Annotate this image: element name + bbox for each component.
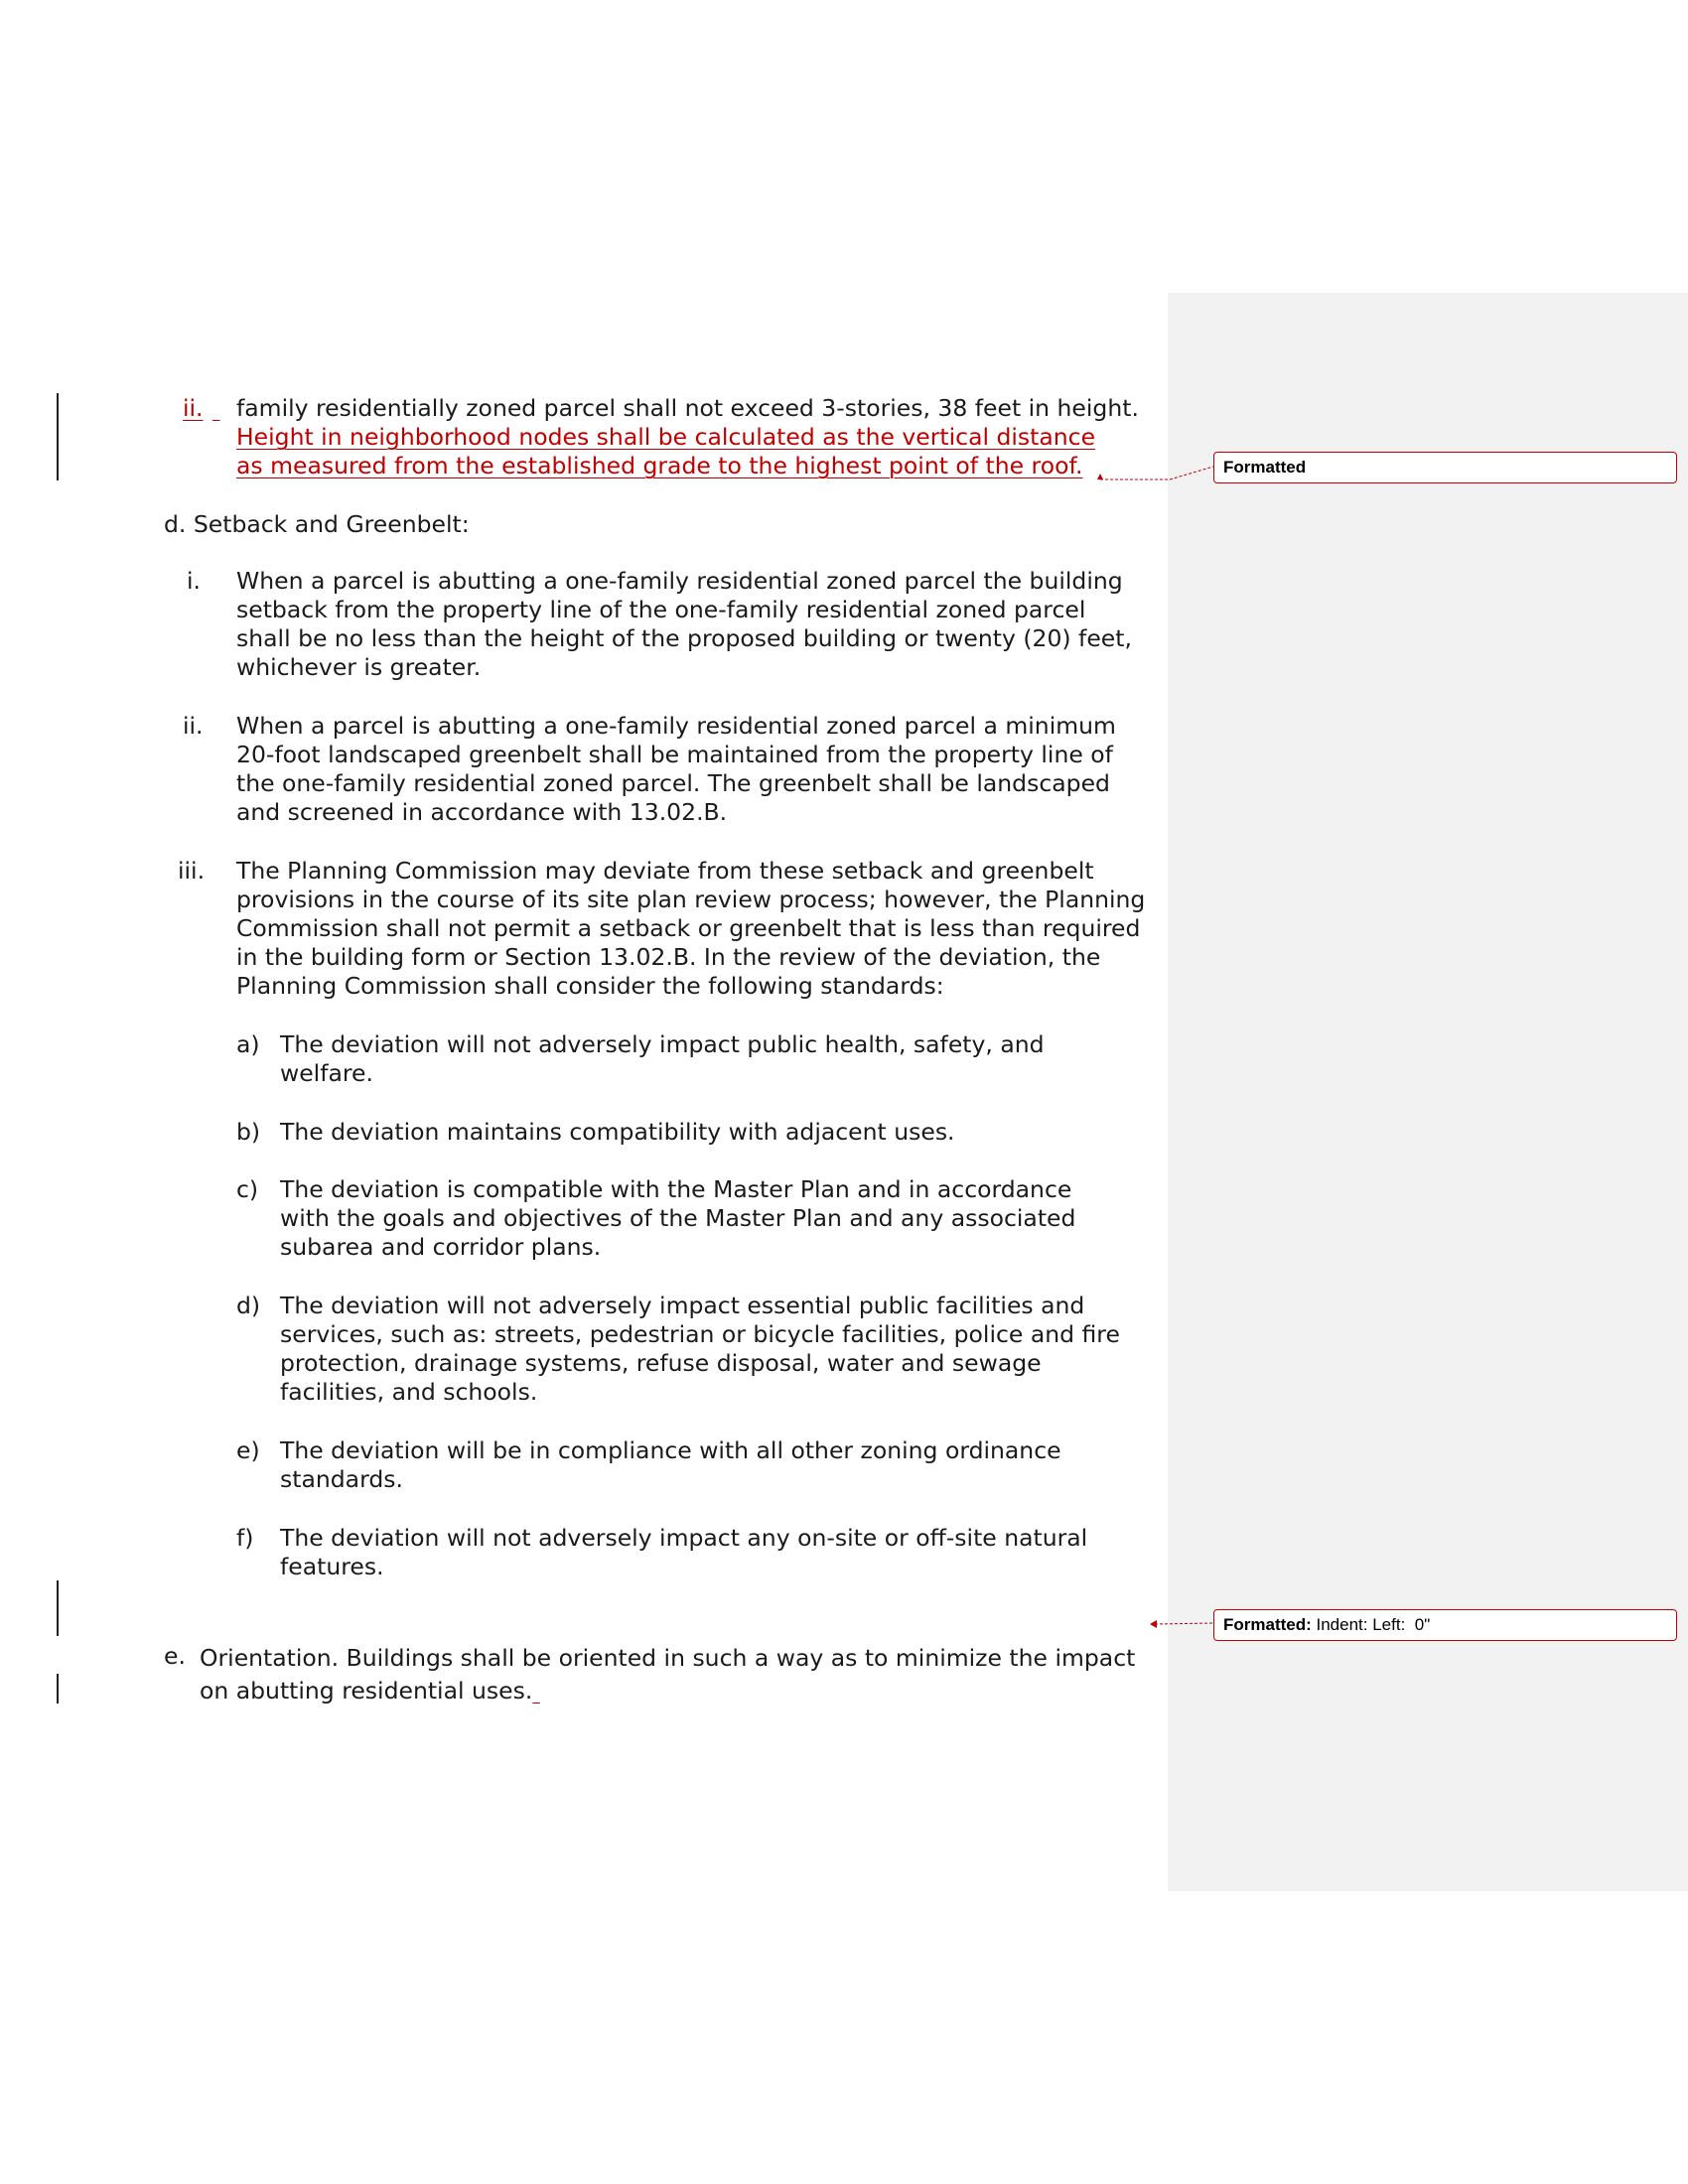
formatted-balloon[interactable] bbox=[1213, 452, 1677, 483]
text-line: welfare. bbox=[280, 1059, 373, 1087]
standard-item-letter: c) bbox=[236, 1175, 259, 1203]
text-line: provisions in the course of its site plan review process; however, the Planning bbox=[236, 886, 1146, 913]
list-item-text bbox=[236, 712, 1116, 827]
list-item-number: i. bbox=[187, 567, 201, 595]
markup-pane bbox=[1168, 293, 1688, 1891]
text-line: in the building form or Section 13.02.B. In the review of the deviation, the bbox=[236, 943, 1101, 971]
formatted-balloon[interactable] bbox=[1213, 1609, 1677, 1641]
text-segment: on abutting residential uses. bbox=[200, 1677, 533, 1705]
text-line: features. bbox=[280, 1553, 384, 1580]
text-line: When a parcel is abutting a one-family residential zoned parcel the building bbox=[236, 567, 1123, 595]
text-line: protection, drainage systems, refuse disposal, water and sewage bbox=[280, 1349, 1042, 1377]
inserted-text-line: Height in neighborhood nodes shall be calculated as the vertical distance bbox=[236, 423, 1096, 451]
standard-item-text bbox=[280, 1292, 1120, 1407]
list-item-number: iii. bbox=[178, 857, 206, 885]
text-line: The deviation will not adversely impact public health, safety, and bbox=[280, 1030, 1045, 1058]
text-line: 20-foot landscaped greenbelt shall be maintained from the property line of bbox=[236, 741, 1113, 768]
text-line: with the goals and objectives of the Master Plan and any associated bbox=[280, 1204, 1076, 1232]
text-line: facilities, and schools. bbox=[280, 1378, 538, 1406]
text-line: whichever is greater. bbox=[236, 653, 482, 681]
text-line: The deviation maintains compatibility with adjacent uses. bbox=[280, 1118, 955, 1146]
standard-item-text bbox=[280, 1118, 955, 1147]
text-line: and screened in accordance with 13.02.B. bbox=[236, 798, 728, 826]
text-line bbox=[200, 1675, 1135, 1707]
text-line: When a parcel is abutting a one-family residential zoned parcel a minimum bbox=[236, 712, 1116, 740]
text-line: the one-family residential zoned parcel. The greenbelt shall be landscaped bbox=[236, 769, 1110, 797]
standard-item-letter: b) bbox=[236, 1118, 261, 1146]
text-line: subarea and corridor plans. bbox=[280, 1233, 602, 1261]
text-line: Commission shall not permit a setback or greenbelt that is less than required bbox=[236, 914, 1141, 942]
text-line: Planning Commission shall consider the following standards: bbox=[236, 972, 944, 1000]
text-line: The Planning Commission may deviate from these setback and greenbelt bbox=[236, 857, 1094, 885]
inserted-space-marker bbox=[532, 1675, 554, 1707]
text-line: The deviation is compatible with the Master Plan and in accordance bbox=[280, 1175, 1072, 1203]
balloon-label: Formatted bbox=[1223, 458, 1307, 477]
section-d-heading: d. Setback and Greenbelt: bbox=[164, 510, 470, 538]
standard-item-letter: d) bbox=[236, 1292, 261, 1319]
intro-item-number: ii. bbox=[183, 394, 204, 422]
text-line: Orientation. Buildings shall be oriented in such a way as to minimize the impact bbox=[200, 1644, 1136, 1672]
tab-marker bbox=[212, 394, 236, 423]
intro-item-text: family residentially zoned parcel shall not exceed 3-stories, 38 feet in height. bbox=[236, 394, 1139, 422]
standard-item-letter: f) bbox=[236, 1524, 254, 1552]
balloon-label: Formatted: bbox=[1223, 1615, 1312, 1634]
text-line: services, such as: streets, pedestrian or bicycle facilities, police and fire bbox=[280, 1320, 1120, 1348]
standard-item-text bbox=[280, 1030, 1045, 1088]
section-e-letter: e. bbox=[164, 1642, 186, 1670]
inserted-text-line: as measured from the established grade to the highest point of the roof. bbox=[236, 452, 1083, 479]
standard-item-letter: a) bbox=[236, 1030, 260, 1058]
text-line: The deviation will be in compliance with all other zoning ordinance bbox=[280, 1436, 1061, 1464]
list-item-text bbox=[236, 567, 1132, 682]
text-line: The deviation will not adversely impact essential public facilities and bbox=[280, 1292, 1085, 1319]
text-line: shall be no less than the height of the proposed building or twenty (20) feet, bbox=[236, 624, 1132, 652]
section-e-text bbox=[200, 1642, 1135, 1707]
text-line: The deviation will not adversely impact any on-site or off-site natural bbox=[280, 1524, 1088, 1552]
balloon-detail: Indent: Left: 0" bbox=[1311, 1615, 1431, 1634]
standard-item-text bbox=[280, 1436, 1061, 1494]
standard-item-text bbox=[280, 1524, 1087, 1581]
standard-item-letter: e) bbox=[236, 1436, 260, 1464]
list-item-number: ii. bbox=[183, 712, 204, 740]
text-line: standards. bbox=[280, 1465, 403, 1493]
standard-item-text bbox=[280, 1175, 1075, 1262]
text-line: setback from the property line of the one-family residential zoned parcel bbox=[236, 596, 1086, 623]
list-item-text bbox=[236, 857, 1145, 1001]
